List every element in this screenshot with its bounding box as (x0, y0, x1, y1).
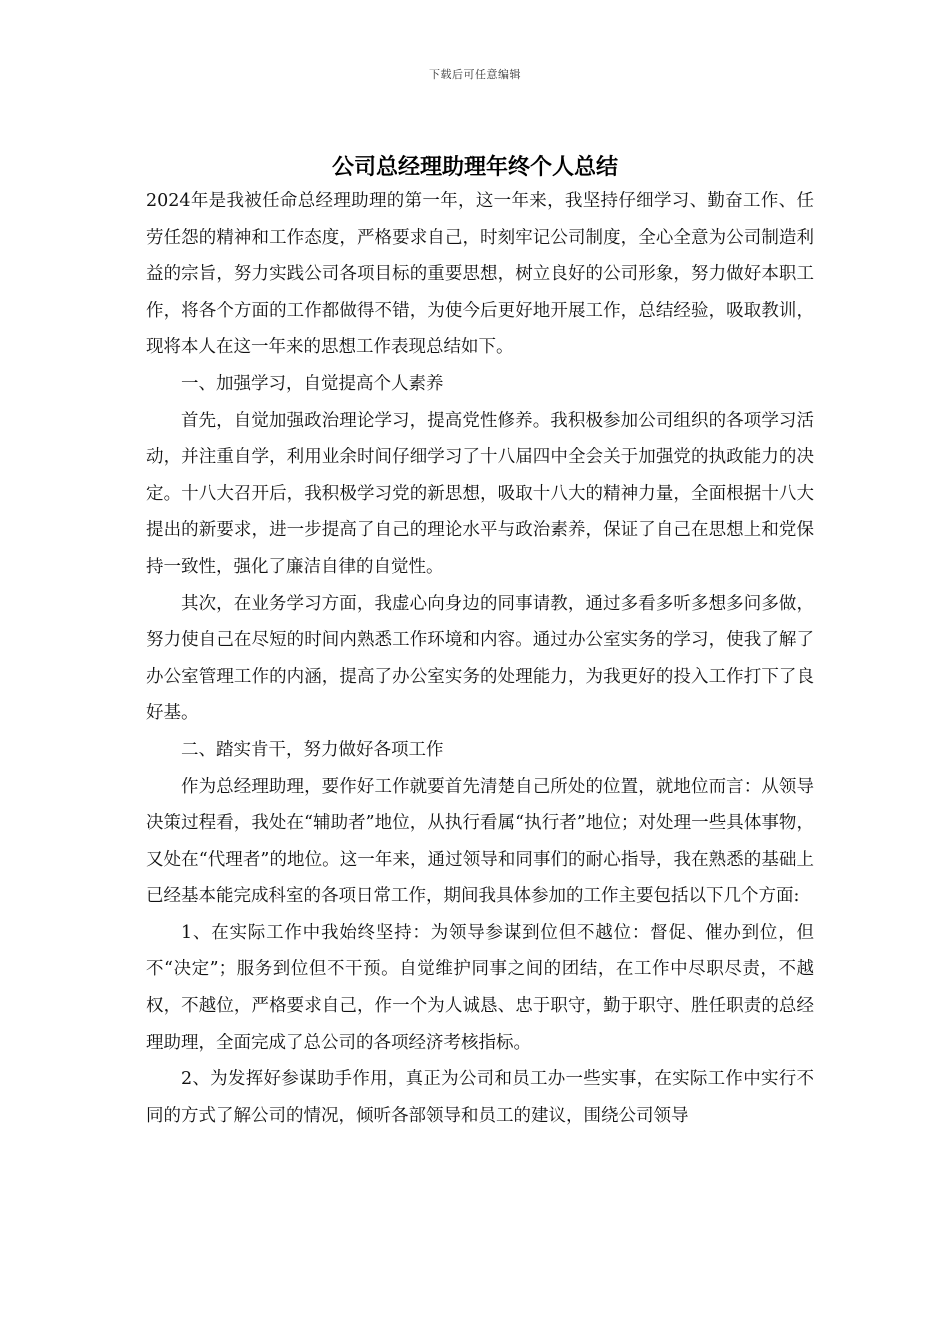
paragraph-business-study: 其次，在业务学习方面，我虚心向身边的同事请教，通过多看多听多想多问多做，努力使自己在尽短的时间内熟悉工作环境和内容。通过办公室实务的学习，使我了解了办公室管理工作的内涵，提高了办公室实务的处理能力，为我更好的投入工作打下了良好基。 (146, 593, 814, 724)
paragraph-political-study: 首先，自觉加强政治理论学习，提高党性修养。我积极参加公司组织的各项学习活动，并注重自学，利用业余时间仔细学习了十八届四中全会关于加强党的执政能力的决定。十八大召开后，我积极学习党的新思想，吸取十八大的精神力量，全面根据十八大提出的新要求，进一步提高了自己的理论水平与政治素养，保证了自己在思想上和党保持一致性，强化了廉洁自律的自觉性。 (146, 410, 814, 577)
section-heading-1: 一、加强学习，自觉提高个人素养 (181, 373, 444, 394)
paragraph-item-2: 2、为发挥好参谋助手作用，真正为公司和员工办一些实事，在实际工作中实行不同的方式了解公司的情况，倾听各部领导和员工的建议，围绕公司领导 (146, 1069, 814, 1126)
header-note: 下载后可任意编辑 (429, 68, 521, 81)
document-body (146, 183, 814, 1134)
document-title: 公司总经理助理年终个人总结 (331, 155, 618, 180)
paragraph-role: 作为总经理助理，要作好工作就要首先清楚自己所处的位置，就地位而言：从领导决策过程看，我处在“辅助者”地位，从执行看属“执行者”地位；对处理一些具体事物，又处在“代理者”的地位。这一年来，通过领导和同事们的耐心指导，我在熟悉的基础上已经基本能完成科室的各项日常工作，期间我具体参加的工作主要包括以下几个方面: (146, 776, 814, 907)
paragraph-item-1: 1、在实际工作中我始终坚持：为领导参谋到位但不越位：督促、催办到位，但不“决定”；服务到位但不干预。自觉维护同事之间的团结，在工作中尽职尽责，不越权，不越位，严格要求自己，作一个为人诚恳、忠于职守，勤于职守、胜任职责的总经理助理，全面完成了总公司的各项经济考核指标。 (146, 922, 814, 1053)
section-heading-2: 二、踏实肯干，努力做好各项工作 (181, 739, 444, 760)
paragraph-intro: 2024年是我被任命总经理助理的第一年，这一年来，我坚持仔细学习、勤奋工作、任劳任怨的精神和工作态度，严格要求自己，时刻牢记公司制度，全心全意为公司制造利益的宗旨，努力实践公司各项目标的重要思想，树立良好的公司形象，努力做好本职工作，将各个方面的工作都做得不错，为使今后更好地开展工作，总结经验，吸取教训，现将本人在这一年来的思想工作表现总结如下。 (146, 191, 814, 358)
